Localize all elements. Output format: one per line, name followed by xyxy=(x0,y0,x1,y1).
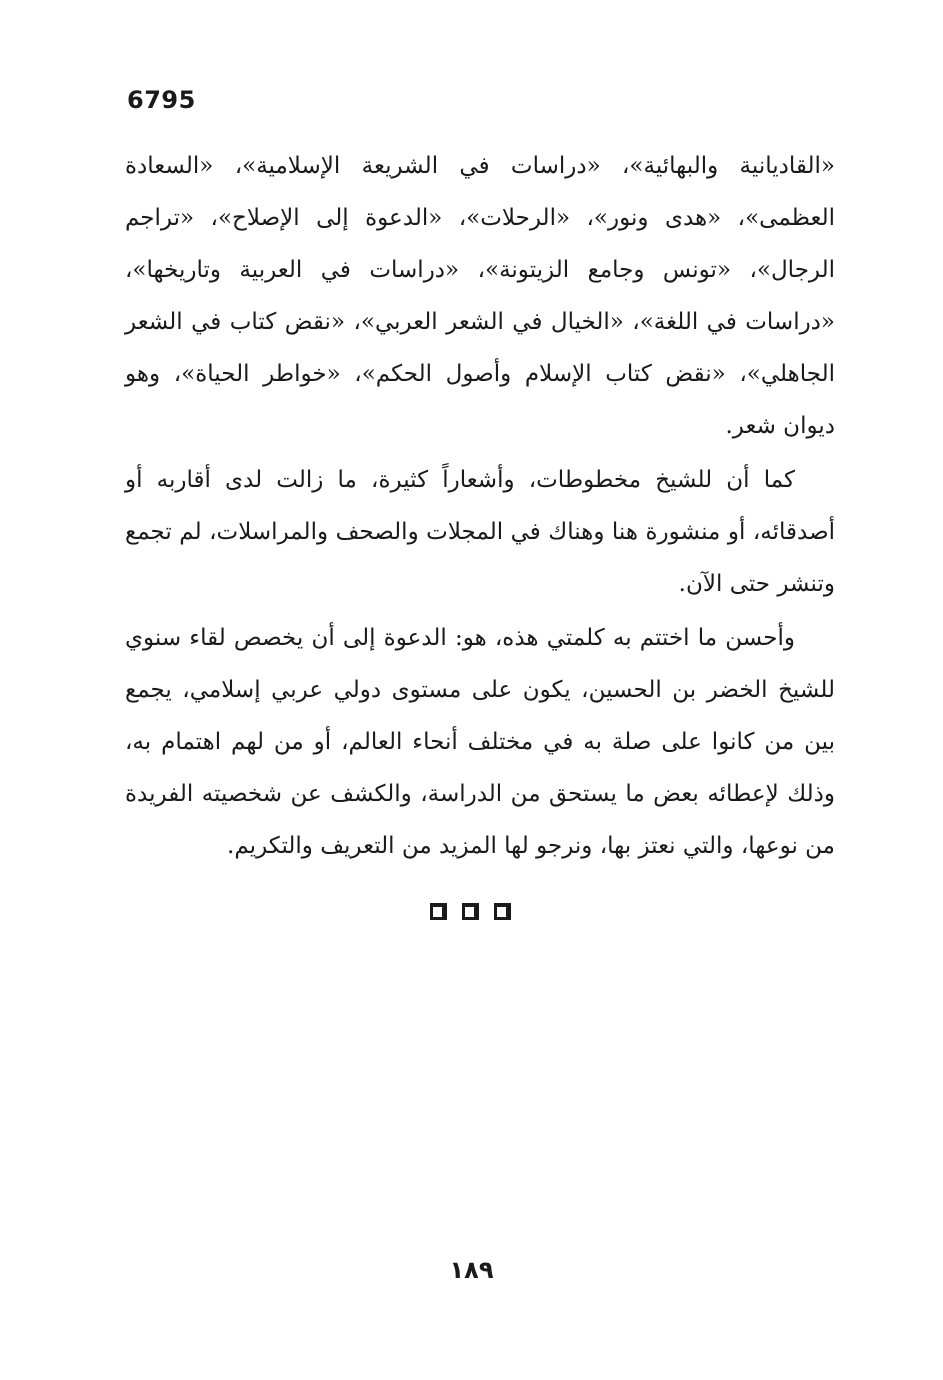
paragraph-book-list: «القاديانية والبهائية»، «دراسات في الشريعة الإسلامية»، «السعادة العظمى»، «هدى ونور»، «الرحلات»، «الدعوة إلى الإصلاح»، «تراجم الرجال»، «تونس وجامع الزيتونة»، «دراسات في العربية وتاريخها»، «دراسات في اللغة»، «الخيال في الشعر العربي»، «نقض كتاب في الشعر الجاهلي»، «نقض كتاب الإسلام وأصول الحكم»، «خواطر الحياة»، وهو ديوان شعر. xyxy=(125,153,835,439)
separator-box-icon xyxy=(462,903,479,920)
section-separator xyxy=(430,903,511,920)
paragraph-conclusion: وأحسن ما اختتم به كلمتي هذه، هو: الدعوة إلى أن يخصص لقاء سنوي للشيخ الخضر بن الحسين، يكون على مستوى دولي عربي إسلامي، يجمع بين من كانوا على صلة به في مختلف أنحاء العالم، أو من لهم اهتمام به، وذلك لإعطائه بعض ما يستحق من الدراسة، والكشف عن شخصيته الفريدة من نوعها، والتي نعتز بها، ونرجو لها المزيد من التعريف والتكريم. xyxy=(125,625,835,859)
catalog-number: 6795 xyxy=(127,86,196,114)
paragraph-manuscripts: كما أن للشيخ مخطوطات، وأشعاراً كثيرة، ما زالت لدى أقاربه أو أصدقائه، أو منشورة هنا وهناك في المجلات والصحف والمراسلات، لم تجمع وتنشر حتى الآن. xyxy=(125,467,835,597)
page-number: ١٨٩ xyxy=(449,1256,494,1284)
separator-box-icon xyxy=(430,903,447,920)
body-text xyxy=(125,140,835,874)
separator-box-icon xyxy=(494,903,511,920)
